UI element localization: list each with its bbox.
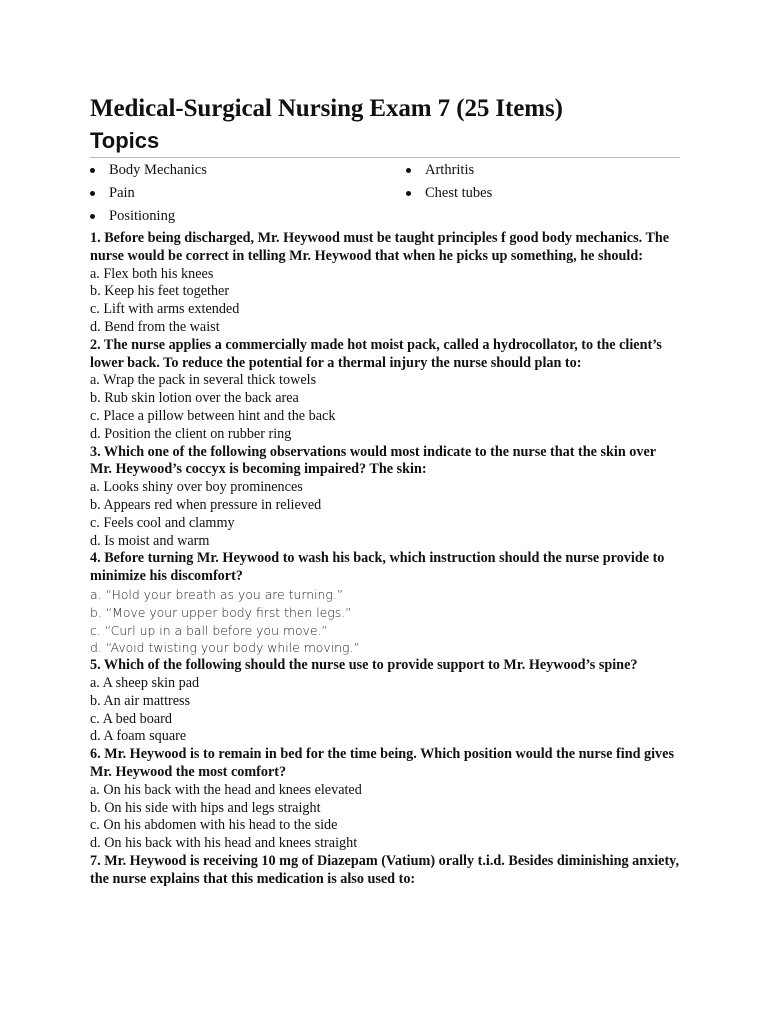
answer-option: a. “Hold your breath as you are turning.” xyxy=(90,586,344,602)
question-text: 5. Which of the following should the nurse use to provide support to Mr. Heywood’s spine? xyxy=(90,657,638,674)
answer-option: b. An air mattress xyxy=(90,692,191,709)
answer-option: d. Is moist and warm xyxy=(90,532,210,549)
answer-option: c. On his abdomen with his head to the side xyxy=(90,817,338,834)
answer-option: b. Rub skin lotion over the back area xyxy=(90,390,299,407)
topics-list xyxy=(90,161,680,230)
document-title: Medical-Surgical Nursing Exam 7 (25 Items) xyxy=(90,95,563,122)
topics-heading: Topics xyxy=(90,128,160,153)
answer-option: b. Appears red when pressure in relieved xyxy=(90,496,322,513)
answer-option: a. Looks shiny over boy prominences xyxy=(90,479,303,496)
answer-option: b. On his side with hips and legs straight xyxy=(90,799,321,816)
question-text: 6. Mr. Heywood is to remain in bed for the time being. Which position would the nurse find gives Mr. Heywood the most comfort? xyxy=(90,746,674,780)
answer-option: c. “Curl up in a ball before you move.” xyxy=(90,622,328,638)
topic-item: Arthritis xyxy=(406,161,680,184)
answer-option: c. Place a pillow between hint and the back xyxy=(90,407,336,424)
question-text: 3. Which one of the following observations would most indicate to the nurse that the skin over Mr. Heywood’s coccyx is becoming impaired? The skin: xyxy=(90,443,656,478)
answer-option: a. A sheep skin pad xyxy=(90,674,200,691)
answer-option: d. Bend from the waist xyxy=(90,318,220,335)
answer-option: d. Position the client on rubber ring xyxy=(90,425,292,442)
answer-option: a. Wrap the pack in several thick towels xyxy=(90,372,317,389)
questions-list xyxy=(90,230,680,888)
answer-option: d. A foam square xyxy=(90,728,187,745)
answer-option: c. Feels cool and clammy xyxy=(90,514,235,531)
topic-item: Chest tubes xyxy=(406,184,680,207)
answer-option: a. On his back with the head and knees elevated xyxy=(90,781,362,798)
answer-option: b. Keep his feet together xyxy=(90,283,230,300)
topic-item: Body Mechanics xyxy=(90,161,406,184)
topic-item: Pain xyxy=(90,184,406,207)
answer-option: d. On his back with his head and knees straight xyxy=(90,835,358,852)
document-page xyxy=(90,92,680,888)
answer-option: b. “Move your upper body first then legs.” xyxy=(90,604,352,620)
answer-option: a. Flex both his knees xyxy=(90,265,214,282)
question-text: 7. Mr. Heywood is receiving 10 mg of Diazepam (Vatium) orally t.i.d. Besides diminishing anxiety, the nurse explains that this medication is also used to: xyxy=(90,852,680,887)
question-text: 1. Before being discharged, Mr. Heywood must be taught principles f good body mechanics. The nurse would be correct in telling Mr. Heywood that when he picks up something, he should: xyxy=(90,230,670,264)
answer-option: c. Lift with arms extended xyxy=(90,301,240,318)
question-text: 2. The nurse applies a commercially made hot moist pack, called a hydrocollator, to the client’s lower back. To reduce the potential for a thermal injury the nurse should plan to: xyxy=(90,336,662,371)
topic-item: Positioning xyxy=(90,207,406,230)
heading-divider xyxy=(90,157,680,158)
answer-option: c. A bed board xyxy=(90,710,172,727)
question-text: 4. Before turning Mr. Heywood to wash his back, which instruction should the nurse provide to minimize his discomfort? xyxy=(90,550,665,585)
answer-option: d. “Avoid twisting your body while moving.” xyxy=(90,640,360,656)
